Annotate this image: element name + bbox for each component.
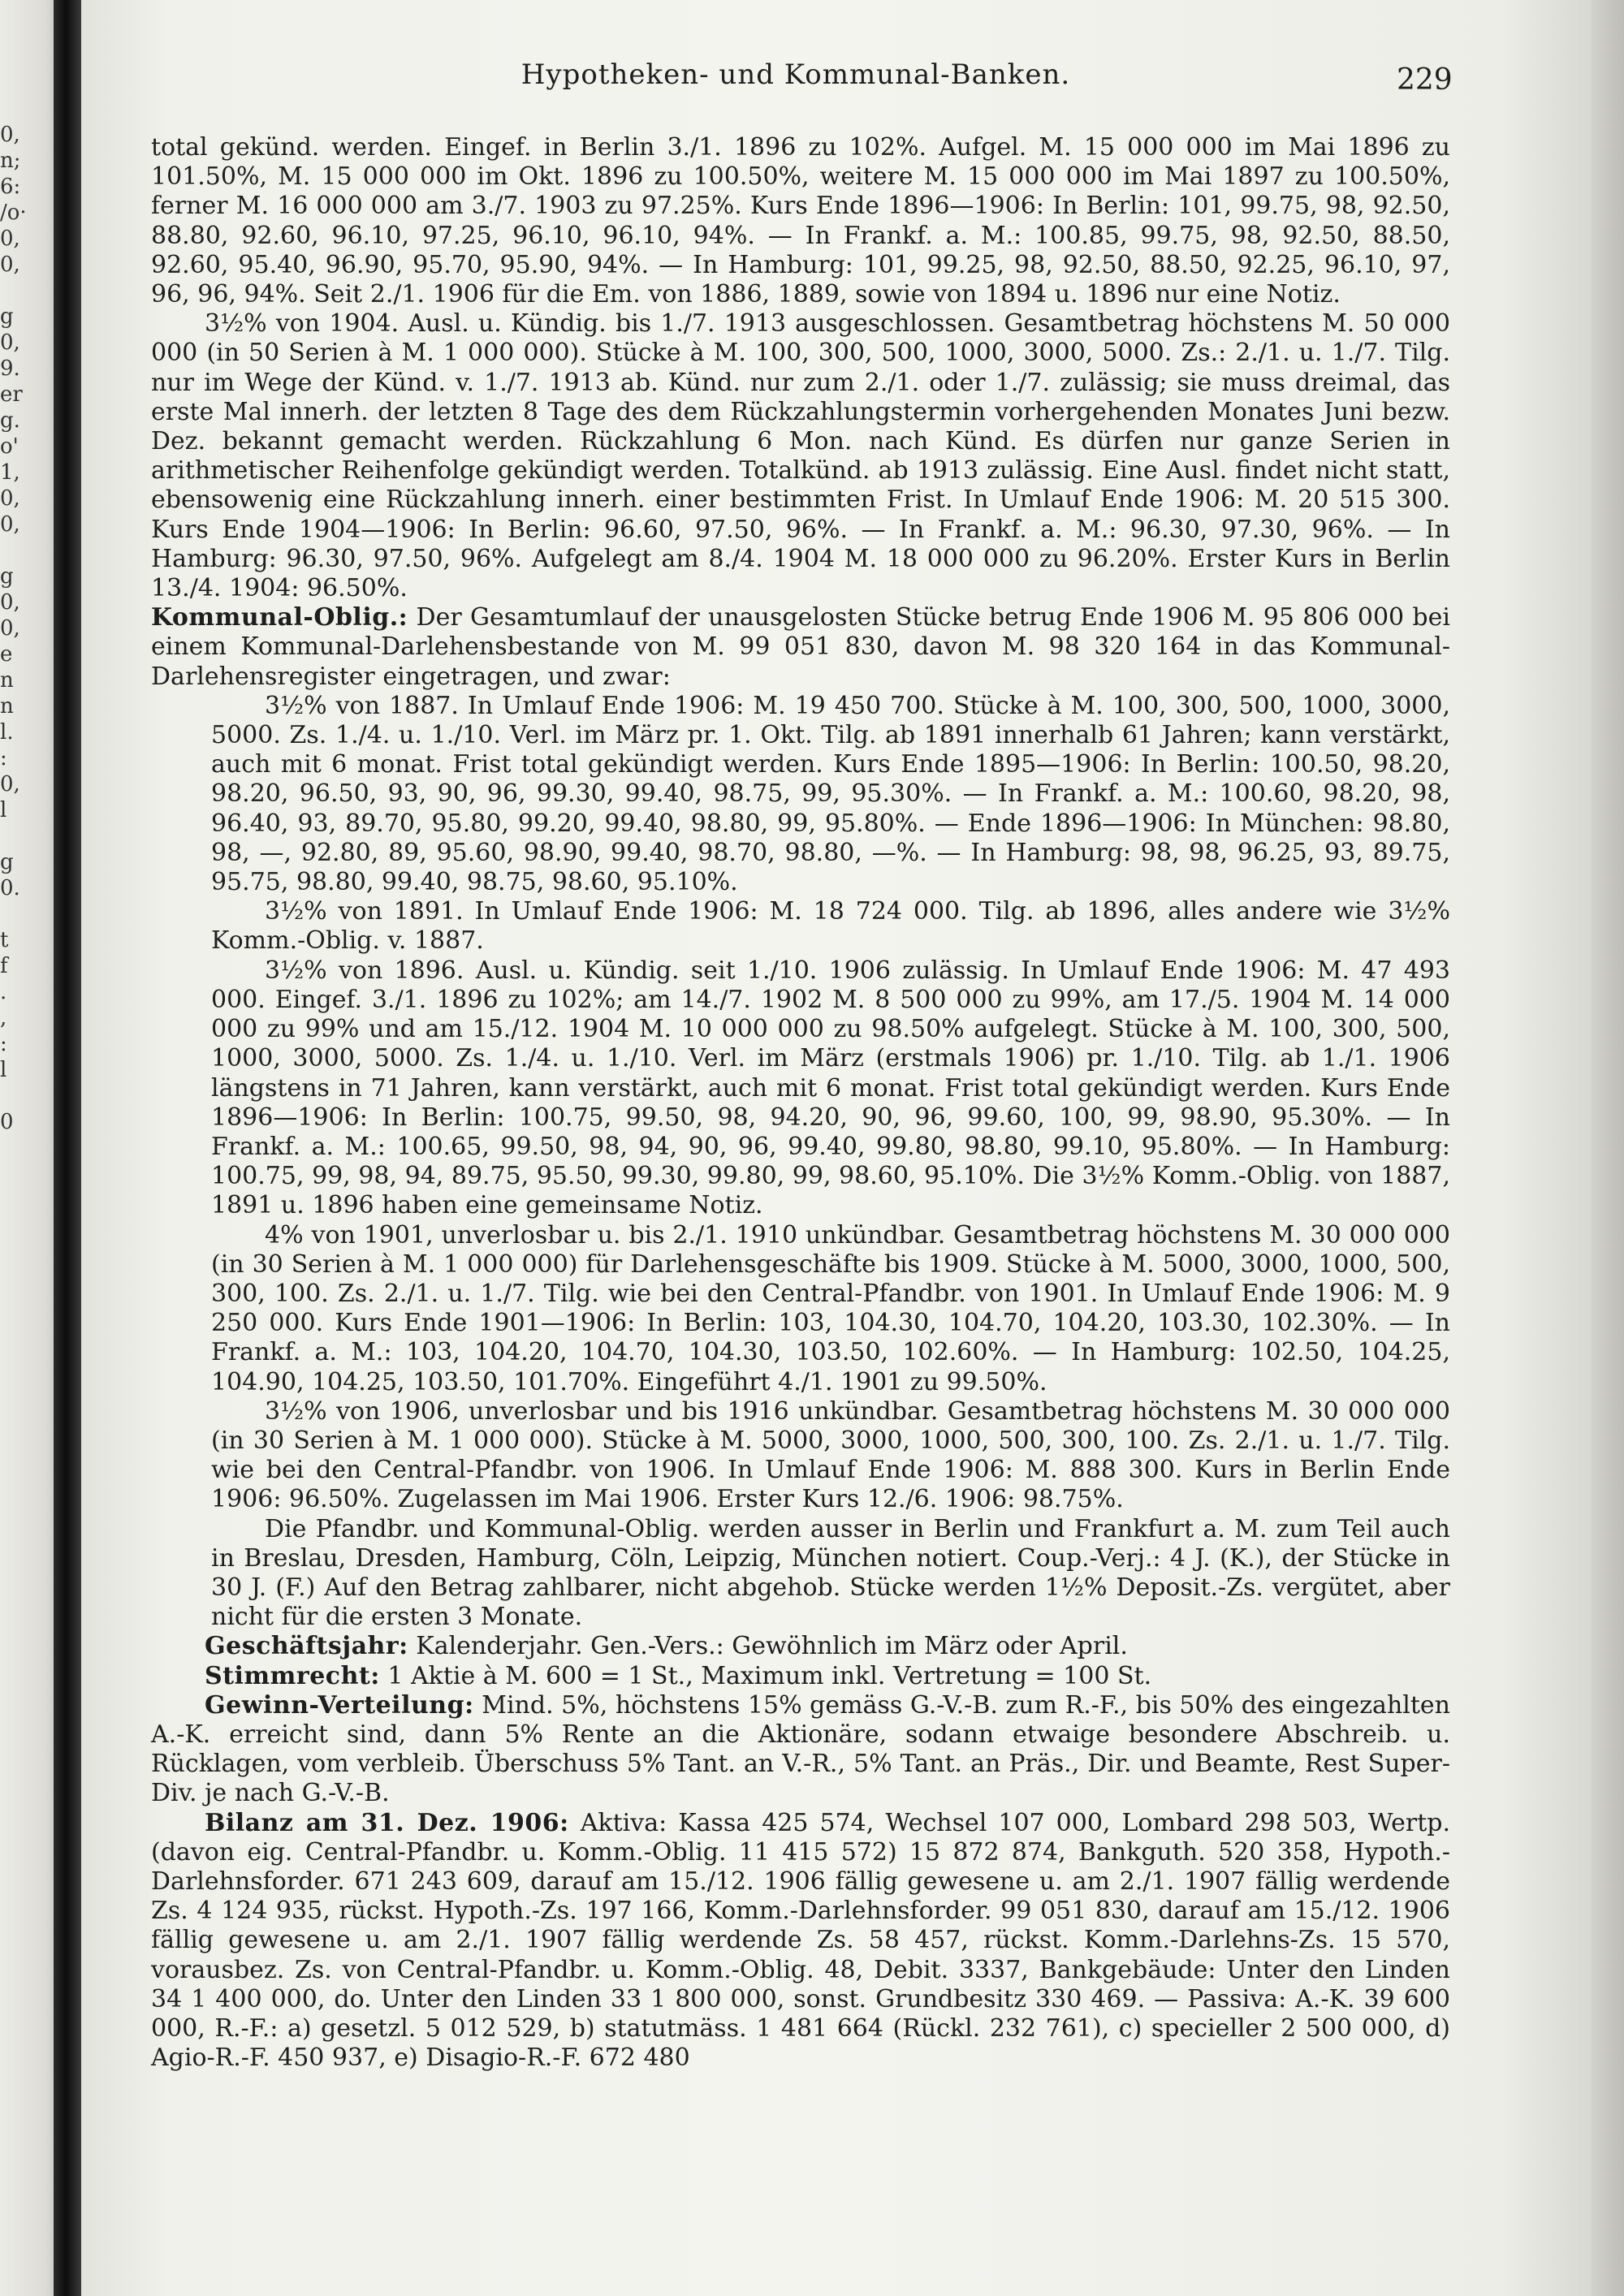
paragraph-label: Stimmrecht:	[205, 1661, 380, 1690]
page-number: 229	[1397, 63, 1453, 97]
paragraph-7	[151, 1397, 1450, 1515]
paragraph-text: 3½% von 1887. In Umlauf Ende 1906: M. 19 450 700. Stücke à M. 100, 300, 500, 1000, 3000, 5000. Zs. 1./4. u. 1./10. Verl. im März pr. 1. Okt. Tilg. ab 1891 innerhalb 61 Jahren; kann verstärkt, auch mit 6 monat. Frist total gekündigt werden. Kurs Ende 1895—1906: In Berlin: 100.50, 98.20, 98.20, 96.50, 93, 90, 96, 99.30, 99.40, 98.75, 99, 95.30%. — In Frankf. a. M.: 100.60, 98.20, 98, 96.40, 93, 89.70, 95.80, 99.20, 99.40, 98.80, 99, 95.80%. — Ende 1896—1906: In München: 98.80, 98, —, 92.80, 89, 95.60, 98.90, 99.40, 98.70, 98.80, —%. — In Hamburg: 98, 98, 96.25, 93, 89.75, 95.75, 98.80, 99.40, 98.75, 98.60, 95.10%.	[211, 691, 1450, 897]
paragraph-11	[151, 1691, 1450, 1809]
paragraph-label: Kommunal-Oblig.:	[151, 603, 408, 632]
paragraph-label: Bilanz am 31. Dez. 1906:	[205, 1808, 569, 1837]
previous-page-text-fragments: 0, n; 6: /o· 0, 0, g 0, 9. er g. o' 1, 0, 0, g 0, 0, e n n l. : 0, l g 0. t f . , : l 0	[0, 123, 27, 1134]
paragraph-text: total gekünd. werden. Eingef. in Berlin 3./1. 1896 zu 102%. Aufgel. M. 15 000 000 im Mai 1896 zu 101.50%, M. 15 000 000 im Okt. 1896 zu 100.50%, weitere M. 15 000 000 im Mai 1897 zu 100.50%, ferner M. 16 000 000 am 3./7. 1903 zu 97.25%. Kurs Ende 1896—1906: In Berlin: 101, 99.75, 98, 92.50, 88.80, 92.60, 96.10, 97.25, 96.10, 96.10, 94%. — In Frankf. a. M.: 100.85, 99.75, 98, 92.50, 88.50, 92.60, 95.40, 96.90, 95.70, 95.90, 94%. — In Hamburg: 101, 99.25, 98, 92.50, 88.50, 92.25, 96.10, 97, 96, 96, 94%. Seit 2./1. 1906 für die Em. von 1886, 1889, sowie von 1894 u. 1896 nur eine Notiz.	[151, 133, 1450, 309]
paragraph-10	[151, 1662, 1450, 1691]
paragraph-text: Mind. 5%, höchstens 15% gemäss G.-V.-B. zum R.-F., bis 50% des eingezahlten A.-K. erreicht sind, dann 5% Rente an die Aktionäre, sodann etwaige besondere Abschreib. u. Rücklagen, vom verbleib. Überschuss 5% Tant. an V.-R., 5% Tant. an Präs., Dir. und Beamte, Rest Super-Div. je nach G.-V.-B.	[151, 1690, 1450, 1808]
paragraph-0	[151, 133, 1450, 309]
paragraph-text: Aktiva: Kassa 425 574, Wechsel 107 000, Lombard 298 503, Wertp. (davon eig. Central-Pfandbr. u. Komm.-Oblig. 11 415 572) 15 872 874, Bankguth. 520 358, Hypoth.-Darlehnsforder. 671 243 609, darauf am 15./12. 1906 fällig gewesene u. am 2./1. 1907 fällig werdende Zs. 4 124 935, rückst. Hypoth.-Zs. 197 166, Komm.-Darlehnsforder. 99 051 830, darauf am 15./12. 1906 fällig gewesene u. am 2./1. 1907 fällig werdende Zs. 58 457, rückst. Komm.-Darlehns-Zs. 15 570, vorausbez. Zs. von Central-Pfandbr. u. Komm.-Oblig. 48, Debit. 3337, Bankgebäude: Unter den Linden 34 1 400 000, do. Unter den Linden 33 1 800 000, sonst. Grundbesitz 330 469. — Passiva: A.-K. 39 600 000, R.-F.: a) gesetzl. 5 012 529, b) statutmäss. 1 481 664 (Rückl. 232 761), c) specieller 2 500 000, d) Agio-R.-F. 450 937, e) Disagio-R.-F. 672 480	[151, 1808, 1450, 2073]
paragraph-8	[151, 1515, 1450, 1633]
paragraph-text: 3½% von 1906, unverlosbar und bis 1916 unkündbar. Gesamtbetrag höchstens M. 30 000 000 (in 30 Serien à M. 1 000 000). Stücke à M. 5000, 3000, 1000, 500, 300, 100. Zs. 2./1. u. 1./7. Tilg. wie bei den Central-Pfandbr. von 1906. In Umlauf Ende 1906: M. 888 300. Kurs in Berlin Ende 1906: 96.50%. Zugelassen im Mai 1906. Erster Kurs 12./6. 1906: 98.75%.	[211, 1396, 1450, 1514]
paragraph-text: Kalenderjahr. Gen.-Vers.: Gewöhnlich im März oder April.	[408, 1632, 1128, 1661]
paragraph-label: Geschäftsjahr:	[205, 1632, 408, 1661]
paragraph-text: 1 Aktie à M. 600 = 1 St., Maximum inkl. Vertretung = 100 St.	[379, 1661, 1152, 1690]
paragraph-text: Der Gesamtumlauf der unausgelosten Stücke betrug Ende 1906 M. 95 806 000 bei einem Kommunal-Darlehensbestande von M. 99 051 830, davon M. 98 320 164 in das Kommunal-Darlehensregister eingetragen, und zwar:	[151, 603, 1450, 691]
paragraph-5	[151, 956, 1450, 1221]
previous-page-edge	[0, 0, 57, 2296]
paragraph-label: Gewinn-Verteilung:	[205, 1690, 474, 1720]
paragraph-2	[151, 603, 1450, 692]
paragraph-12	[151, 1809, 1450, 2074]
page-right-edge	[1592, 0, 1624, 2296]
paragraph-text: 4% von 1901, unverlosbar u. bis 2./1. 1910 unkündbar. Gesamtbetrag höchstens M. 30 000 000 (in 30 Serien à M. 1 000 000) für Darlehensgeschäfte bis 1909. Stücke à M. 5000, 3000, 1000, 500, 300, 100. Zs. 2./1. u. 1./7. Tilg. wie bei den Central-Pfandbr. von 1901. In Umlauf Ende 1906: M. 9 250 000. Kurs Ende 1901—1906: In Berlin: 103, 104.30, 104.70, 104.20, 103.30, 102.30%. — In Frankf. a. M.: 103, 104.20, 104.70, 104.30, 103.50, 102.60%. — In Hamburg: 102.50, 104.25, 104.90, 104.25, 103.50, 101.70%. Eingeführt 4./1. 1901 zu 99.50%.	[211, 1220, 1450, 1396]
paragraph-text: 3½% von 1904. Ausl. u. Kündig. bis 1./7. 1913 ausgeschlossen. Gesamtbetrag höchstens M. 50 000 000 (in 50 Serien à M. 1 000 000). Stücke à M. 100, 300, 500, 1000, 3000, 5000. Zs.: 2./1. u. 1./7. Tilg. nur im Wege der Künd. v. 1./7. 1913 ab. Künd. nur zum 2./1. oder 1./7. zulässig; sie muss dreimal, das erste Mal innerh. der letzten 8 Tage des dem Rückzahlungstermin vorhergehenden Monates Juni bezw. Dez. bekannt gemacht werden. Rückzahlung 6 Mon. nach Künd. Es dürfen nur ganze Serien in arithmetischer Reihenfolge gekündigt werden. Totalkünd. ab 1913 zulässig. Eine Ausl. findet nicht statt, ebensowenig eine Rückzahlung innerh. einer bestimmten Frist. In Umlauf Ende 1906: M. 20 515 300. Kurs Ende 1904—1906: In Berlin: 96.60, 97.50, 96%. — In Frankf. a. M.: 96.30, 97.30, 96%. — In Hamburg: 96.30, 97.50, 96%. Aufgelegt am 8./4. 1904 M. 18 000 000 zu 96.20%. Erster Kurs in Berlin 13./4. 1904: 96.50%.	[151, 309, 1450, 603]
paragraph-9	[151, 1632, 1450, 1661]
paragraph-3	[151, 692, 1450, 897]
paragraph-text: 3½% von 1896. Ausl. u. Kündig. seit 1./10. 1906 zulässig. In Umlauf Ende 1906: M. 47 493 000. Eingef. 3./1. 1896 zu 102%; am 14./7. 1902 M. 8 500 000 zu 99%, am 17./5. 1904 M. 14 000 000 zu 99% und am 15./12. 1904 M. 10 000 000 zu 98.50% aufgelegt. Stücke à M. 100, 300, 500, 1000, 3000, 5000. Zs. 1./4. u. 1./10. Verl. im März (erstmals 1906) pr. 1./10. Tilg. ab 1./1. 1906 längstens in 71 Jahren, kann verstärkt, auch mit 6 monat. Frist total gekündigt werden. Kurs Ende 1896—1906: In Berlin: 100.75, 99.50, 98, 94.20, 90, 96, 99.60, 100, 99, 98.90, 95.30%. — In Frankf. a. M.: 100.65, 99.50, 98, 94, 90, 96, 99.40, 99.80, 98.80, 99.10, 95.80%. — In Hamburg: 100.75, 99, 98, 94, 89.75, 95.50, 99.30, 99.80, 99, 98.60, 95.10%. Die 3½% Komm.-Oblig. von 1887, 1891 u. 1896 haben eine gemeinsame Notiz.	[211, 956, 1450, 1220]
paragraph-4	[151, 897, 1450, 956]
main-text	[151, 133, 1450, 2073]
running-title: Hypotheken- und Kommunal-Banken.	[520, 58, 1071, 91]
page-header	[130, 58, 1462, 91]
book-spine-shadow	[54, 0, 81, 2296]
paragraph-text: 3½% von 1891. In Umlauf Ende 1906: M. 18 724 000. Tilg. ab 1896, alles andere wie 3½% Komm.-Oblig. v. 1887.	[211, 897, 1450, 956]
paragraph-1	[151, 309, 1450, 603]
paragraph-text: Die Pfandbr. und Kommunal-Oblig. werden ausser in Berlin und Frankfurt a. M. zum Teil auch in Breslau, Dresden, Hamburg, Cöln, Leipzig, München notiert. Coup.-Verj.: 4 J. (K.), der Stücke in 30 J. (F.) Auf den Betrag zahlbarer, nicht abgehob. Stücke werden 1½% Deposit.-Zs. vergütet, aber nicht für die ersten 3 Monate.	[211, 1514, 1450, 1632]
paragraph-6	[151, 1221, 1450, 1397]
